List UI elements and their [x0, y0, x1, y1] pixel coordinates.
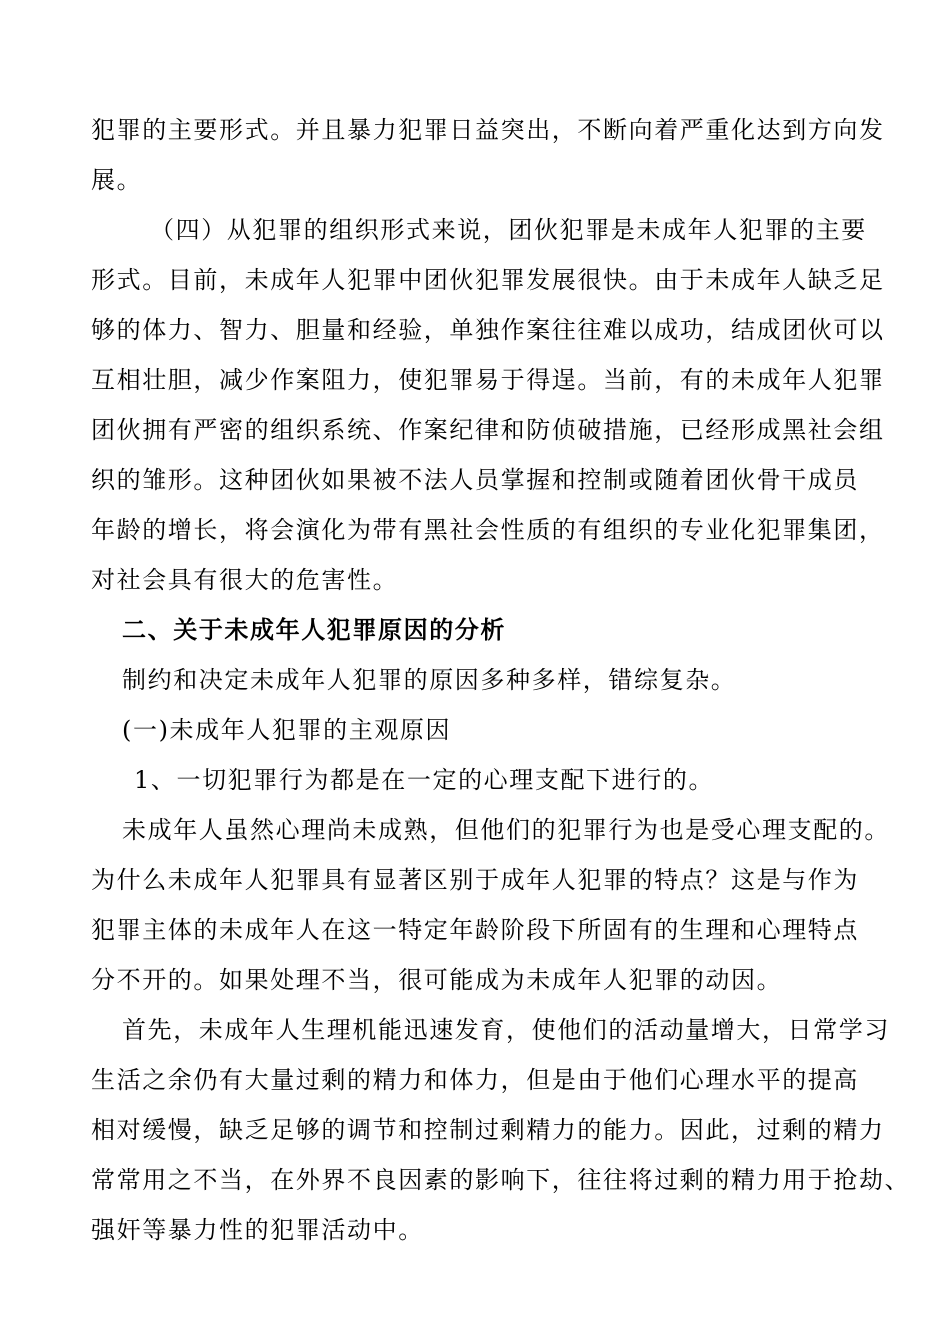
- paragraph-8-line-2: 生活之余仍有大量过剩的精力和体力，但是由于他们心理水平的提高: [91, 1066, 859, 1094]
- paragraph-2-line-1: （四）从犯罪的组织形式来说，团伙犯罪是未成年人犯罪的主要: [150, 216, 867, 244]
- section-heading: 二、关于未成年人犯罪原因的分析: [122, 616, 506, 644]
- paragraph-8-line-5: 强奸等暴力性的犯罪活动中。: [91, 1216, 424, 1244]
- paragraph-2-line-4: 互相壮胆，减少作案阻力，使犯罪易于得逞。当前，有的未成年人犯罪: [91, 366, 885, 394]
- paragraph-2-line-2: 形式。目前，未成年人犯罪中团伙犯罪发展很快。由于未成年人缺乏足: [91, 266, 885, 294]
- paragraph-7-line-1: 未成年人虽然心理尚未成熟，但他们的犯罪行为也是受心理支配的。: [122, 816, 890, 844]
- paragraph-1-line-1: 犯罪的主要形式。并且暴力犯罪日益突出，不断向着严重化达到方向发: [91, 116, 885, 144]
- paragraph-2-line-7: 年龄的增长，将会演化为带有黑社会性质的有组织的专业化犯罪集团，: [91, 516, 885, 544]
- paragraph-8-line-3: 相对缓慢，缺乏足够的调节和控制过剩精力的能力。因此，过剩的精力: [91, 1116, 885, 1144]
- paragraph-1-line-2: 展。: [91, 166, 143, 194]
- paragraph-4-line-1: 制约和决定未成年人犯罪的原因多种多样，错综复杂。: [122, 666, 737, 694]
- paragraph-8-line-1: 首先，未成年人生理机能迅速发育，使他们的活动量增大，日常学习: [122, 1016, 890, 1044]
- paragraph-2-line-8: 对社会具有很大的危害性。: [91, 566, 399, 594]
- paragraph-7-line-4: 分不开的。如果处理不当，很可能成为未成年人犯罪的动因。: [91, 966, 783, 994]
- paragraph-8-line-4: 常常用之不当，在外界不良因素的影响下，往往将过剩的精力用于抢劫、: [91, 1166, 911, 1194]
- paragraph-2-line-5: 团伙拥有严密的组织系统、作案纪律和防侦破措施，已经形成黑社会组: [91, 416, 885, 444]
- paragraph-7-line-2: 为什么未成年人犯罪具有显著区别于成年人犯罪的特点？这是与作为: [91, 866, 859, 894]
- paragraph-7-line-3: 犯罪主体的未成年人在这一特定年龄阶段下所固有的生理和心理特点: [91, 916, 859, 944]
- paragraph-2-line-6: 织的雏形。这种团伙如果被不法人员掌握和控制或随着团伙骨干成员: [91, 466, 859, 494]
- paragraph-2-line-3: 够的体力、智力、胆量和经验，单独作案往往难以成功，结成团伙可以: [91, 316, 885, 344]
- paragraph-6-line-1: 1、一切犯罪行为都是在一定的心理支配下进行的。: [134, 766, 715, 794]
- paragraph-5-line-1: (一)未成年人犯罪的主观原因: [122, 716, 452, 744]
